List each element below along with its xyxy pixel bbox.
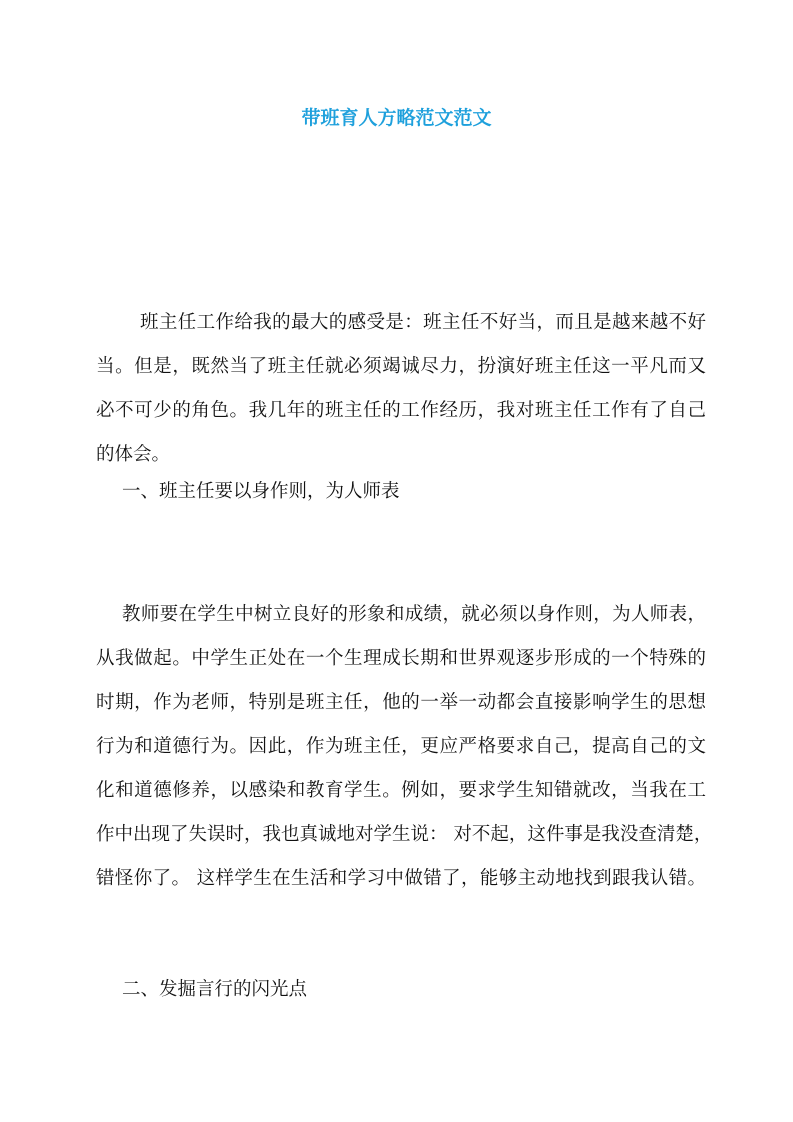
paragraph-line: 时期，作为老师，特别是班主任，他的一举一动都会直接影响学生的思想 [96, 692, 706, 713]
paragraph-line: 错怪你了。 这样学生在生活和学习中做错了，能够主动地找到跟我认错。 [96, 868, 706, 889]
paragraph-line: 行为和道德行为。因此，作为班主任，更应严格要求自己，提高自己的文 [96, 736, 706, 757]
paragraph-line: 必不可少的角色。我几年的班主任的工作经历，我对班主任工作有了自己 [96, 400, 706, 421]
paragraph-line: 的体会。 [96, 444, 171, 465]
paragraph-line: 班主任工作给我的最大的感受是：班主任不好当，而且是越来越不好 [140, 312, 706, 333]
paragraph-line: 化和道德修养，以感染和教育学生。例如，要求学生知错就改，当我在工 [96, 780, 706, 801]
paragraph-line: 从我做起。中学生正处在一个生理成长期和世界观逐步形成的一个特殊的 [96, 648, 706, 669]
section-heading-1: 一、班主任要以身作则，为人师表 [122, 481, 400, 502]
paragraph-line: 当。但是，既然当了班主任就必须竭诚尽力，扮演好班主任这一平凡而又 [96, 356, 706, 377]
document-title: 带班育人方略范文范文 [301, 107, 492, 129]
section-heading-2: 二、发掘言行的闪光点 [122, 979, 308, 1000]
paragraph-line: 教师要在学生中树立良好的形象和成绩，就必须以身作则，为人师表， [122, 604, 706, 625]
paragraph-line: 作中出现了失误时，我也真诚地对学生说： 对不起，这件事是我没查清楚， [96, 824, 713, 845]
